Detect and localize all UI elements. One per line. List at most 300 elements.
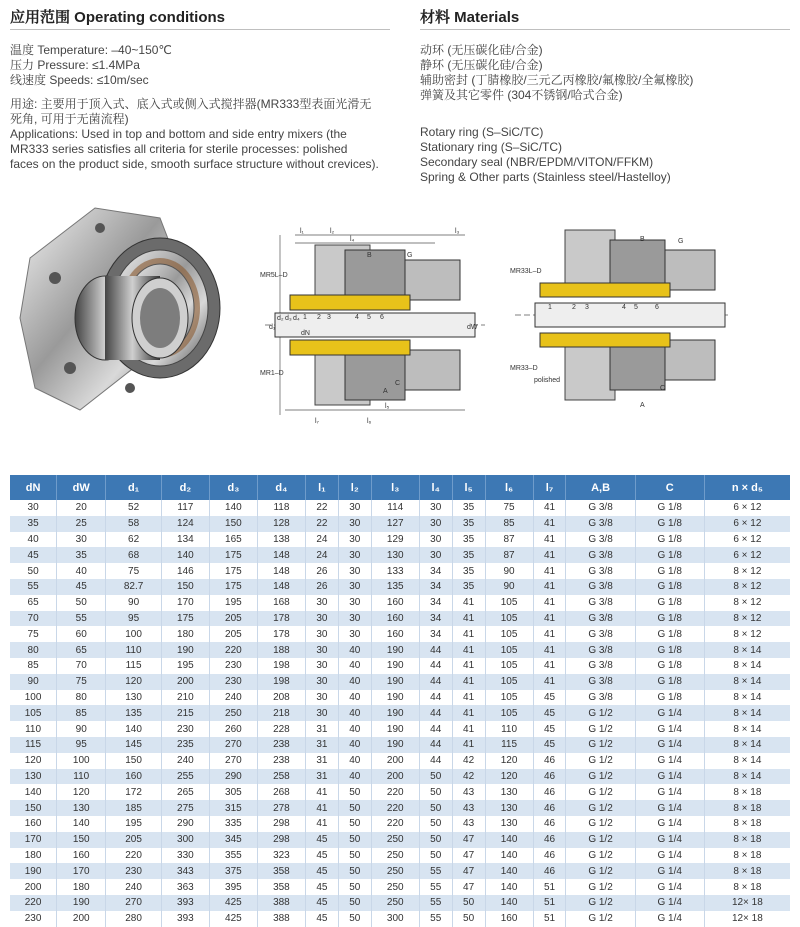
table-cell: 130 xyxy=(57,800,106,816)
table-cell: 41 xyxy=(452,737,485,753)
table-cell: 46 xyxy=(533,816,566,832)
table-cell: 300 xyxy=(371,911,419,927)
table-cell: 148 xyxy=(257,579,305,595)
drawing1-n2: 2 xyxy=(317,314,321,321)
table-cell: 250 xyxy=(371,863,419,879)
table-cell: 22 xyxy=(305,516,338,532)
drawing1-d2: d₂ xyxy=(277,315,284,322)
drawing1-l1: l₁ xyxy=(300,228,304,235)
drawing2-label-bottom: MR33–D xyxy=(510,365,538,372)
table-cell: 40 xyxy=(338,674,371,690)
table-cell: 41 xyxy=(533,516,566,532)
table-cell: 30 xyxy=(305,658,338,674)
operating-title: 应用范围 Operating conditions xyxy=(10,9,226,26)
table-cell: 110 xyxy=(485,721,533,737)
table-cell: 30 xyxy=(338,516,371,532)
table-cell: 130 xyxy=(485,800,533,816)
table-cell: 30 xyxy=(305,705,338,721)
table-cell: 30 xyxy=(305,690,338,706)
table-cell: 130 xyxy=(485,816,533,832)
table-cell: 85 xyxy=(10,658,57,674)
table-cell: 8 × 18 xyxy=(704,784,790,800)
table-header-cell: l₃ xyxy=(371,475,419,500)
table-cell: 35 xyxy=(452,579,485,595)
table-cell: 40 xyxy=(338,642,371,658)
drawing1-a: A xyxy=(383,388,388,395)
table-cell: 43 xyxy=(452,800,485,816)
drawing2-c: C xyxy=(660,385,666,392)
table-cell: 31 xyxy=(305,769,338,785)
table-cell: 80 xyxy=(57,690,106,706)
table-cell: 180 xyxy=(161,626,209,642)
table-cell: 6 × 12 xyxy=(704,547,790,563)
table-cell: 395 xyxy=(209,879,257,895)
usage-en-line-2: MR333 series satisfies all criteria for sterile processes: polished xyxy=(10,142,348,156)
table-cell: 41 xyxy=(452,626,485,642)
table-cell: 270 xyxy=(209,737,257,753)
table-cell: G 1/2 xyxy=(566,737,635,753)
table-cell: 68 xyxy=(106,547,162,563)
drawing1-b: B xyxy=(367,252,372,259)
table-cell: 41 xyxy=(533,532,566,548)
table-cell: G 1/8 xyxy=(635,532,704,548)
table-cell: 120 xyxy=(57,784,106,800)
table-cell: 118 xyxy=(257,500,305,516)
table-cell: 120 xyxy=(10,753,57,769)
table-cell: 45 xyxy=(533,721,566,737)
table-cell: 50 xyxy=(419,816,452,832)
technical-drawing-mr33 xyxy=(510,225,735,415)
drawing1-l4: l₄ xyxy=(350,236,355,243)
table-cell: 180 xyxy=(57,879,106,895)
table-cell: 270 xyxy=(106,895,162,911)
table-cell: 45 xyxy=(57,579,106,595)
table-cell: 228 xyxy=(257,721,305,737)
table-cell: 160 xyxy=(106,769,162,785)
table-cell: 30 xyxy=(419,532,452,548)
table-cell: G 1/2 xyxy=(566,863,635,879)
table-header-cell: C xyxy=(635,475,704,500)
drawing2-n1: 1 xyxy=(548,304,552,311)
table-cell: 160 xyxy=(10,816,57,832)
table-cell: G 3/8 xyxy=(566,579,635,595)
table-cell: 30 xyxy=(338,626,371,642)
table-cell: 50 xyxy=(338,800,371,816)
table-cell: 41 xyxy=(533,563,566,579)
table-cell: 130 xyxy=(371,547,419,563)
table-cell: 240 xyxy=(209,690,257,706)
table-cell: 114 xyxy=(371,500,419,516)
drawing1-n1: 1 xyxy=(303,314,307,321)
table-cell: 8 × 18 xyxy=(704,879,790,895)
drawing1-label-bottom: MR1–D xyxy=(260,370,284,377)
table-cell: 393 xyxy=(161,895,209,911)
table-cell: G 1/2 xyxy=(566,705,635,721)
table-cell: 30 xyxy=(338,563,371,579)
table-cell: 44 xyxy=(419,642,452,658)
table-cell: 105 xyxy=(485,690,533,706)
table-cell: 34 xyxy=(419,611,452,627)
table-cell: 30 xyxy=(338,532,371,548)
table-cell: 30 xyxy=(305,674,338,690)
table-header-cell: d₃ xyxy=(209,475,257,500)
table-cell: 8 × 14 xyxy=(704,737,790,753)
table-cell: 240 xyxy=(161,753,209,769)
table-cell: G 1/2 xyxy=(566,784,635,800)
table-header-row xyxy=(10,475,790,500)
table-cell: G 1/4 xyxy=(635,816,704,832)
table-cell: 150 xyxy=(10,800,57,816)
table-cell: G 1/8 xyxy=(635,500,704,516)
table-cell: G 1/4 xyxy=(635,705,704,721)
table-cell: 41 xyxy=(452,658,485,674)
material-cn-2: 静环 (无压碳化硅/合金) xyxy=(420,58,543,72)
table-cell: 31 xyxy=(305,721,338,737)
drawing2-n2: 2 xyxy=(572,304,576,311)
table-cell: 190 xyxy=(57,895,106,911)
table-cell: 85 xyxy=(57,705,106,721)
table-cell: 30 xyxy=(10,500,57,516)
table-cell: G 1/4 xyxy=(635,879,704,895)
table-cell: 30 xyxy=(338,611,371,627)
table-cell: 30 xyxy=(338,500,371,516)
drawing1-g: G xyxy=(407,252,413,259)
drawing1-label-top: MR5L–D xyxy=(260,272,288,279)
table-cell: 30 xyxy=(419,547,452,563)
table-cell: G 1/8 xyxy=(635,658,704,674)
table-cell: 50 xyxy=(419,832,452,848)
table-cell: 43 xyxy=(452,816,485,832)
speed-text: 线速度 Speeds: ≤10m/sec xyxy=(10,73,149,87)
table-header-cell: n × d₅ xyxy=(704,475,790,500)
table-cell: 238 xyxy=(257,737,305,753)
table-row xyxy=(10,516,790,532)
table-cell: 8 × 14 xyxy=(704,753,790,769)
table-cell: 115 xyxy=(106,658,162,674)
table-cell: 41 xyxy=(533,547,566,563)
table-cell: 55 xyxy=(419,863,452,879)
table-cell: 50 xyxy=(338,784,371,800)
table-cell: 8 × 18 xyxy=(704,816,790,832)
table-cell: 145 xyxy=(106,737,162,753)
material-en-1: Rotary ring (S–SiC/TC) xyxy=(420,125,544,139)
table-cell: 218 xyxy=(257,705,305,721)
table-cell: 210 xyxy=(161,690,209,706)
table-cell: 185 xyxy=(106,800,162,816)
table-cell: 31 xyxy=(305,737,338,753)
table-cell: G 1/4 xyxy=(635,911,704,927)
table-row xyxy=(10,595,790,611)
table-cell: G 3/8 xyxy=(566,611,635,627)
table-cell: 55 xyxy=(419,911,452,927)
table-cell: 160 xyxy=(57,848,106,864)
drawing2-polished: polished xyxy=(534,377,561,384)
table-cell: 140 xyxy=(10,784,57,800)
table-cell: G 1/4 xyxy=(635,721,704,737)
table-cell: G 1/2 xyxy=(566,721,635,737)
table-cell: 363 xyxy=(161,879,209,895)
table-cell: 265 xyxy=(161,784,209,800)
table-cell: 90 xyxy=(485,563,533,579)
table-cell: G 1/4 xyxy=(635,769,704,785)
table-cell: G 3/8 xyxy=(566,690,635,706)
table-cell: 133 xyxy=(371,563,419,579)
table-cell: G 1/8 xyxy=(635,579,704,595)
table-cell: 50 xyxy=(452,895,485,911)
table-cell: 150 xyxy=(161,579,209,595)
table-cell: 150 xyxy=(209,516,257,532)
table-cell: 105 xyxy=(485,642,533,658)
table-header-cell: l₅ xyxy=(452,475,485,500)
table-cell: 270 xyxy=(209,753,257,769)
table-cell: 40 xyxy=(338,690,371,706)
table-cell: 6 × 12 xyxy=(704,532,790,548)
table-header-cell: dN xyxy=(10,475,57,500)
drawing1-dw: dW xyxy=(467,324,478,331)
table-cell: 8 × 18 xyxy=(704,832,790,848)
table-row xyxy=(10,800,790,816)
table-cell: 250 xyxy=(371,895,419,911)
drawing1-n3: 3 xyxy=(327,314,331,321)
table-cell: G 3/8 xyxy=(566,595,635,611)
table-cell: 195 xyxy=(161,658,209,674)
table-cell: 34 xyxy=(419,626,452,642)
table-cell: 35 xyxy=(57,547,106,563)
table-cell: G 1/4 xyxy=(635,800,704,816)
table-cell: 20 xyxy=(57,500,106,516)
table-cell: 134 xyxy=(161,532,209,548)
table-cell: 41 xyxy=(452,611,485,627)
table-cell: 52 xyxy=(106,500,162,516)
table-cell: 40 xyxy=(338,658,371,674)
table-row xyxy=(10,611,790,627)
table-cell: 190 xyxy=(161,642,209,658)
table-row xyxy=(10,863,790,879)
table-cell: 44 xyxy=(419,721,452,737)
table-cell: 120 xyxy=(485,753,533,769)
table-cell: 35 xyxy=(452,500,485,516)
table-cell: G 3/8 xyxy=(566,563,635,579)
table-cell: 65 xyxy=(10,595,57,611)
table-cell: 31 xyxy=(305,753,338,769)
table-row xyxy=(10,532,790,548)
table-cell: G 1/2 xyxy=(566,879,635,895)
table-row xyxy=(10,500,790,516)
drawing1-l5: l₅ xyxy=(385,403,390,410)
table-cell: 44 xyxy=(419,690,452,706)
seal-product-photo xyxy=(10,188,235,418)
material-en-3: Secondary seal (NBR/EPDM/VITON/FFKM) xyxy=(420,155,654,169)
table-cell: 175 xyxy=(209,563,257,579)
table-cell: 298 xyxy=(257,816,305,832)
table-cell: 170 xyxy=(10,832,57,848)
table-cell: 290 xyxy=(209,769,257,785)
table-cell: 250 xyxy=(371,879,419,895)
table-cell: G 1/4 xyxy=(635,832,704,848)
drawing1-n5: 5 xyxy=(367,314,371,321)
table-cell: G 1/2 xyxy=(566,800,635,816)
table-cell: 41 xyxy=(305,784,338,800)
table-cell: 190 xyxy=(371,674,419,690)
table-cell: 44 xyxy=(419,753,452,769)
table-cell: 105 xyxy=(485,674,533,690)
table-cell: 50 xyxy=(419,784,452,800)
table-cell: 41 xyxy=(452,721,485,737)
table-cell: 40 xyxy=(338,705,371,721)
table-cell: 110 xyxy=(10,721,57,737)
usage-en-line-1: Applications: Used in top and bottom and side entry mixers (the xyxy=(10,127,347,141)
table-cell: 175 xyxy=(209,547,257,563)
table-header-cell: l₂ xyxy=(338,475,371,500)
table-cell: 190 xyxy=(10,863,57,879)
table-cell: 46 xyxy=(533,753,566,769)
table-cell: 8 × 14 xyxy=(704,674,790,690)
table-cell: 100 xyxy=(106,626,162,642)
table-cell: 41 xyxy=(533,500,566,516)
table-cell: 41 xyxy=(533,579,566,595)
table-cell: 58 xyxy=(106,516,162,532)
table-cell: 250 xyxy=(371,848,419,864)
table-cell: 30 xyxy=(338,595,371,611)
table-cell: 388 xyxy=(257,895,305,911)
table-header-cell: d₁ xyxy=(106,475,162,500)
table-cell: 105 xyxy=(485,658,533,674)
table-cell: 138 xyxy=(257,532,305,548)
table-cell: 22 xyxy=(305,500,338,516)
table-cell: 200 xyxy=(161,674,209,690)
table-cell: 26 xyxy=(305,563,338,579)
table-cell: 87 xyxy=(485,547,533,563)
table-cell: 30 xyxy=(305,611,338,627)
table-row xyxy=(10,705,790,721)
table-row xyxy=(10,626,790,642)
table-cell: 8 × 14 xyxy=(704,658,790,674)
table-cell: 220 xyxy=(371,816,419,832)
table-cell: 75 xyxy=(10,626,57,642)
table-cell: G 1/4 xyxy=(635,848,704,864)
drawing1-n4: 4 xyxy=(355,314,359,321)
drawing1-d3: d₃ xyxy=(285,315,292,322)
table-cell: 12× 18 xyxy=(704,911,790,927)
table-cell: 140 xyxy=(209,500,257,516)
table-cell: 315 xyxy=(209,800,257,816)
table-cell: 298 xyxy=(257,832,305,848)
table-cell: 60 xyxy=(57,626,106,642)
table-cell: G 1/4 xyxy=(635,863,704,879)
table-cell: G 1/4 xyxy=(635,784,704,800)
table-cell: 130 xyxy=(106,690,162,706)
drawing1-d4: d₄ xyxy=(293,315,300,322)
table-cell: G 1/4 xyxy=(635,737,704,753)
table-cell: 6 × 12 xyxy=(704,516,790,532)
material-en-4: Spring & Other parts (Stainless steel/Hastelloy) xyxy=(420,170,671,184)
table-cell: 46 xyxy=(533,800,566,816)
table-cell: G 1/8 xyxy=(635,690,704,706)
table-cell: 135 xyxy=(106,705,162,721)
table-cell: 30 xyxy=(419,516,452,532)
table-cell: 8 × 12 xyxy=(704,626,790,642)
table-cell: 8 × 14 xyxy=(704,642,790,658)
table-cell: 41 xyxy=(305,816,338,832)
table-cell: G 3/8 xyxy=(566,500,635,516)
table-cell: 50 xyxy=(338,816,371,832)
table-cell: 140 xyxy=(485,832,533,848)
table-cell: 62 xyxy=(106,532,162,548)
table-cell: 375 xyxy=(209,863,257,879)
table-cell: 290 xyxy=(161,816,209,832)
table-cell: 41 xyxy=(533,611,566,627)
drawing1-l6: l₆ xyxy=(367,418,372,425)
table-cell: 30 xyxy=(305,626,338,642)
drawing1-d1: d₁ xyxy=(269,324,276,331)
usage-en-line-3: faces on the product side, smooth surface structure without crevices). xyxy=(10,157,379,171)
table-cell: 200 xyxy=(371,753,419,769)
table-cell: 8 × 12 xyxy=(704,595,790,611)
table-cell: 100 xyxy=(10,690,57,706)
table-cell: G 1/4 xyxy=(635,895,704,911)
table-cell: 40 xyxy=(338,769,371,785)
table-cell: 425 xyxy=(209,911,257,927)
table-cell: G 1/4 xyxy=(635,753,704,769)
table-cell: G 1/8 xyxy=(635,642,704,658)
drawing2-n5: 5 xyxy=(634,304,638,311)
table-cell: 42 xyxy=(452,753,485,769)
table-cell: 50 xyxy=(419,800,452,816)
table-cell: 230 xyxy=(209,674,257,690)
table-cell: 50 xyxy=(452,911,485,927)
drawing1-l2: l₂ xyxy=(330,228,335,235)
table-cell: 25 xyxy=(57,516,106,532)
table-cell: 30 xyxy=(338,579,371,595)
table-cell: 160 xyxy=(371,595,419,611)
drawing2-label-top: MR33L–D xyxy=(510,268,542,275)
table-cell: 160 xyxy=(371,611,419,627)
table-cell: 425 xyxy=(209,895,257,911)
material-cn-3: 辅助密封 (丁腈橡胶/三元乙丙橡胶/氟橡胶/全氟橡胶) xyxy=(420,73,694,87)
table-cell: 230 xyxy=(106,863,162,879)
table-cell: G 3/8 xyxy=(566,547,635,563)
table-cell: 45 xyxy=(305,832,338,848)
table-cell: 260 xyxy=(209,721,257,737)
table-cell: 50 xyxy=(338,863,371,879)
table-cell: 230 xyxy=(161,721,209,737)
table-header-cell: l₇ xyxy=(533,475,566,500)
table-cell: 30 xyxy=(305,642,338,658)
table-cell: 198 xyxy=(257,674,305,690)
table-cell: 255 xyxy=(161,769,209,785)
drawing2-n6: 6 xyxy=(655,304,659,311)
table-cell: 238 xyxy=(257,753,305,769)
table-cell: 50 xyxy=(338,911,371,927)
table-cell: 275 xyxy=(161,800,209,816)
table-cell: 175 xyxy=(209,579,257,595)
table-cell: 50 xyxy=(338,848,371,864)
drawing1-l7: l₇ xyxy=(315,418,319,425)
table-cell: 170 xyxy=(57,863,106,879)
table-cell: 220 xyxy=(371,784,419,800)
table-cell: 30 xyxy=(338,547,371,563)
table-cell: 34 xyxy=(419,563,452,579)
table-row xyxy=(10,737,790,753)
table-row xyxy=(10,658,790,674)
table-cell: 200 xyxy=(57,911,106,927)
table-cell: 105 xyxy=(485,595,533,611)
table-cell: 140 xyxy=(485,879,533,895)
table-cell: 230 xyxy=(10,911,57,927)
table-cell: 44 xyxy=(419,737,452,753)
table-cell: 220 xyxy=(10,895,57,911)
table-cell: 43 xyxy=(452,784,485,800)
